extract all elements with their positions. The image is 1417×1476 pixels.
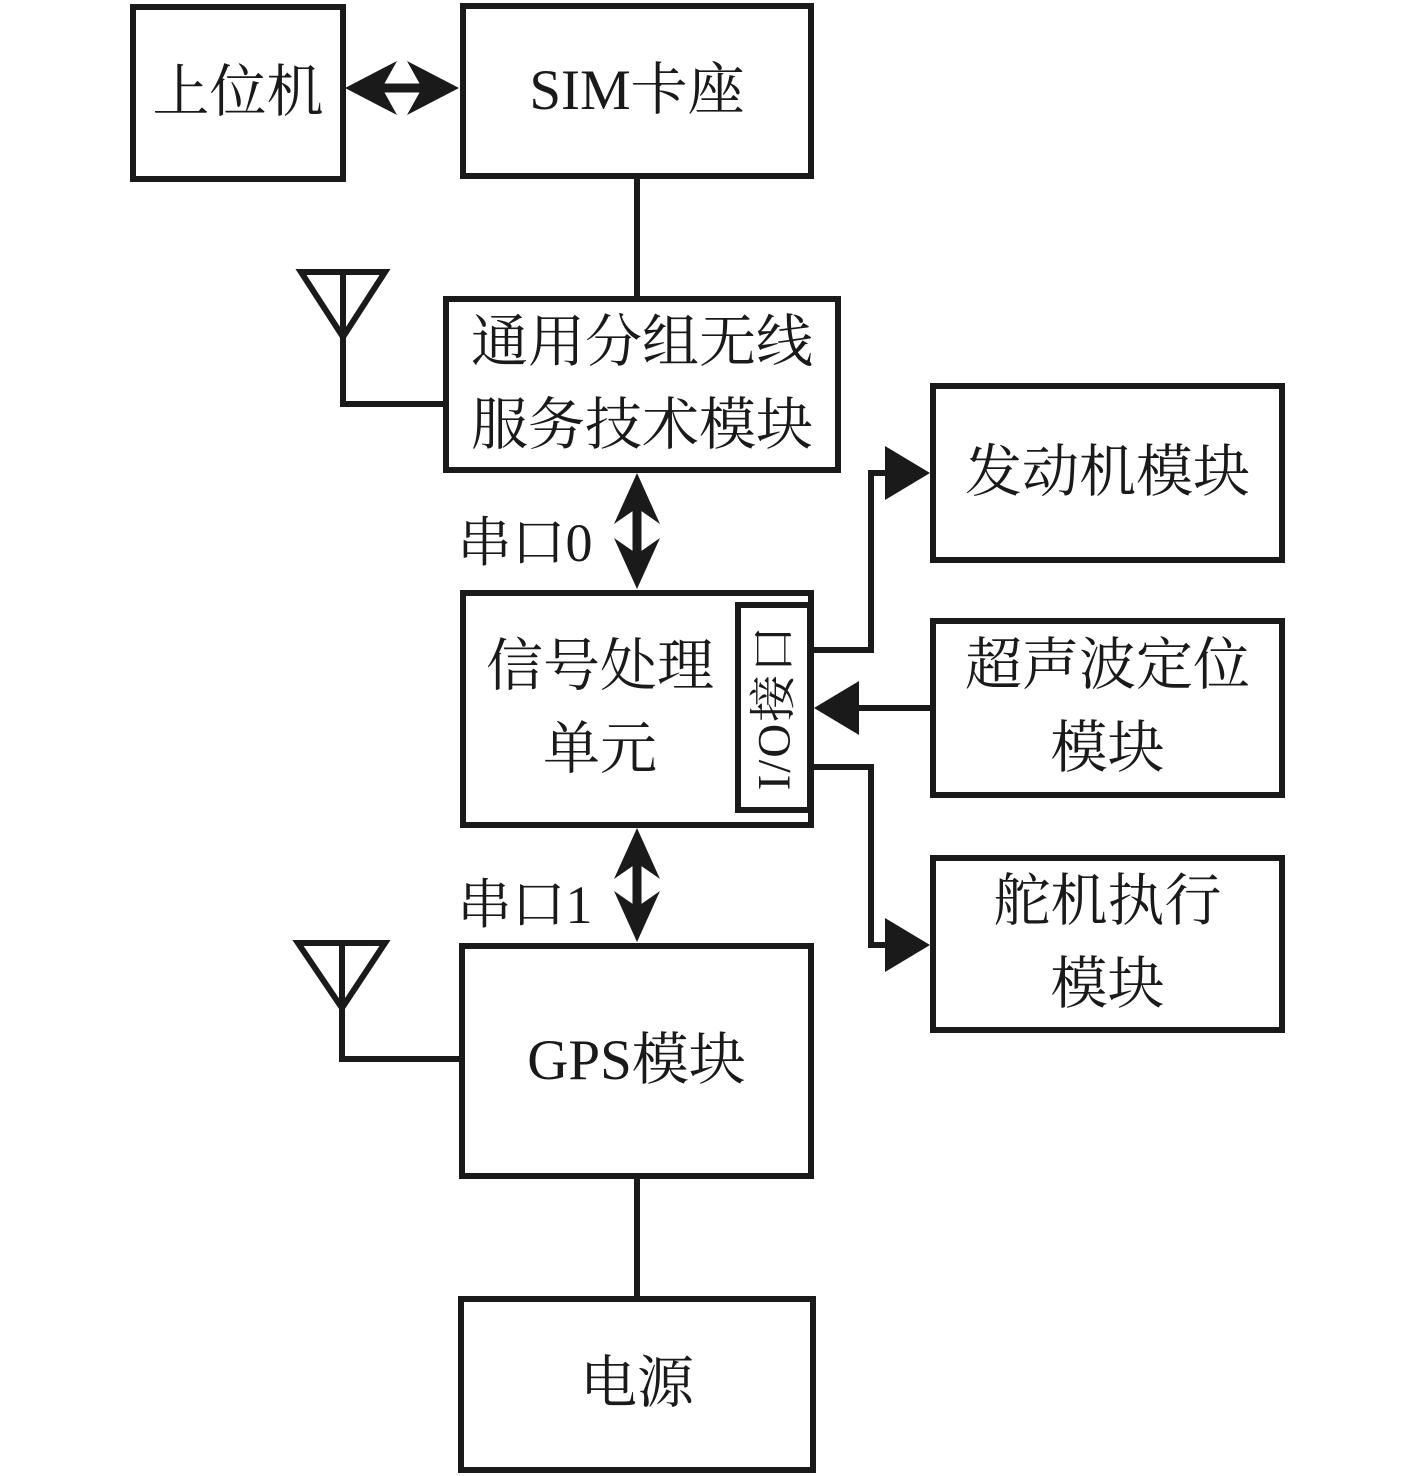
- node-label-line: 舵机执行: [993, 870, 1222, 934]
- antenna-icon: [298, 943, 459, 1059]
- node-label-line: 单元: [543, 718, 657, 781]
- arrowhead-icon: [885, 446, 930, 500]
- node-gprs-module: [443, 296, 841, 473]
- node-label-line: 服务技术模块: [471, 393, 813, 457]
- node-label-line: 模块: [1050, 953, 1165, 1016]
- io-to-engine-connector: [813, 446, 930, 650]
- node-label-rotated: I/O接口: [747, 624, 800, 791]
- node-servo-execution-module: [930, 855, 1285, 1033]
- double-headed-arrow-icon: [345, 61, 459, 115]
- ultrasonic-to-io-connector: [814, 681, 930, 735]
- node-host-computer: [130, 4, 346, 182]
- node-label: 电源: [580, 1352, 694, 1416]
- node-label: 上位机: [152, 60, 324, 124]
- node-label: 发动机模块: [965, 440, 1250, 504]
- double-headed-arrow-icon: [614, 473, 660, 589]
- node-label-line: 模块: [1050, 717, 1165, 780]
- node-gps-module: [459, 943, 814, 1179]
- node-power-supply: [458, 1296, 816, 1473]
- serial-port-1-label: 串口1: [457, 875, 593, 935]
- io-to-servo-connector: [813, 767, 930, 972]
- node-label-line: 信号处理: [486, 635, 714, 699]
- node-io-interface: [735, 602, 813, 813]
- double-headed-arrow-icon: [614, 828, 660, 942]
- node-label-line: 通用分组无线: [471, 310, 813, 374]
- node-sim-card-holder: [460, 3, 814, 179]
- arrowhead-icon: [814, 681, 859, 735]
- serial-port-0-label: 串口0: [457, 513, 593, 573]
- node-label-line: 超声波定位: [965, 634, 1250, 698]
- node-label: GPS模块: [527, 1028, 746, 1092]
- node-engine-module: [930, 383, 1285, 563]
- node-ultrasonic-positioning-module: [930, 618, 1285, 798]
- antenna-icon: [301, 272, 443, 404]
- node-label: SIM卡座: [529, 58, 745, 122]
- arrowhead-icon: [885, 918, 930, 972]
